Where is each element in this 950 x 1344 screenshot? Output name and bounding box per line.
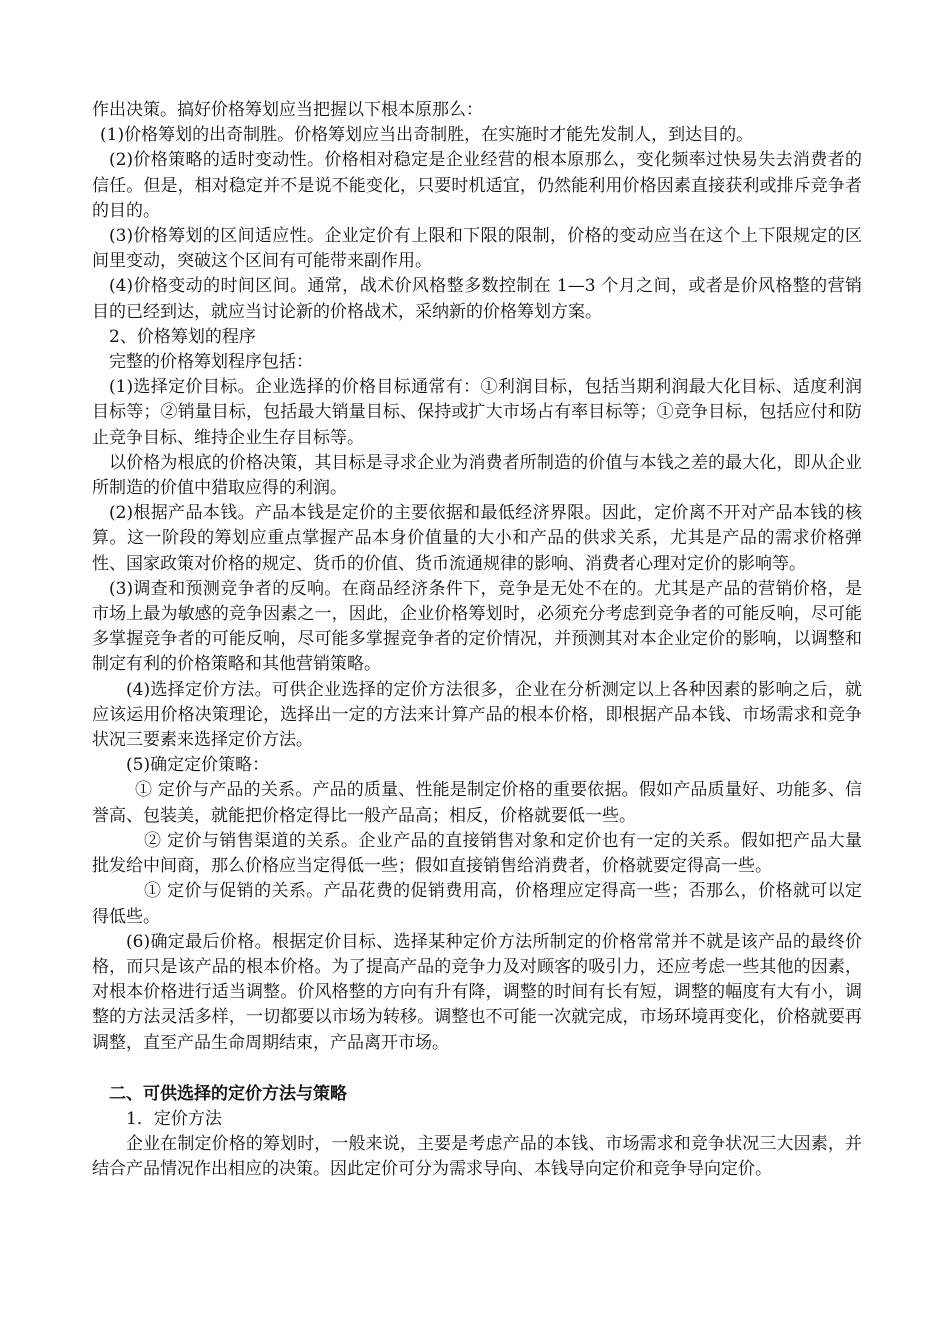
paragraph: (3)调查和预测竞争者的反响。在商品经济条件下，竞争是无处不在的。尤其是产品的营销价格，是市场上最为敏感的竞争因素之一，因此，企业价格筹划时，必须充分考虑到竞争者的可能反响，尽可能多掌握竞争者的可能反响，尽可能多掌握竞争者的定价情况，并预测其对本企业定价的影响，以调整和制定有利的价格策略和其他营销策略。 [92,578,862,675]
paragraph: (3)价格筹划的区间适应性。企业定价有上限和下限的限制，价格的变动应当在这个上下限规定的区间里变动，突破这个区间有可能带来副作用。 [92,226,862,272]
document-page [92,98,862,1183]
paragraph: ① 定价与产品的关系。产品的质量、性能是制定价格的重要依据。假如产品质量好、功能多、信誉高、包装美，就能把价格定得比一般产品高；相反，价格就要低一些。 [92,780,862,826]
section-heading: 二、可供选择的定价方法与策略 [109,1083,347,1104]
paragraph: (6)确定最后价格。根据定价目标、选择某种定价方法所制定的价格常常并不就是该产品的最终价格，而只是该产品的根本价格。为了提高产品的竞争力及对顾客的吸引力，还应考虑一些其他的因素，对根本价格进行适当调整。价风格整的方向有升有降，调整的时间有长有短，调整的幅度有大有小，调整的方法灵活多样，一切都要以市场为转移。调整也不可能一次就完成，市场环境再变化，价格就要再调整，直至产品生命周期结束，产品离开市场。 [92,931,862,1053]
paragraph: 以价格为根底的价格决策，其目标是寻求企业为消费者所制造的价值与本钱之差的最大化，即从企业所制造的价值中猎取应得的利润。 [92,452,862,499]
paragraph: (2)价格策略的适时变动性。价格相对稳定是企业经营的根本原那么，变化频率过快易失去消费者的信任。但是，相对稳定并不是说不能变化，只要时机适宜，仍然能利用价格因素直接获利或排斥竞争者的目的。 [92,150,862,221]
section-subheading: 2、价格筹划的程序 [109,326,256,347]
paragraph: (2)根据产品本钱。产品本钱是定价的主要依据和最低经济界限。因此，定价离不开对产品本钱的核算。这一阶段的筹划应重点掌握产品本身价值量的大小和产品的供求关系，尤其是产品的需求价格弹性、国家政策对价格的规定、货币的价值、货币流通规律的影响、消费者心理对定价的影响等。 [92,503,862,574]
paragraph: (1)价格筹划的出奇制胜。价格筹划应当出奇制胜，在实施时才能先发制人，到达目的。 [100,125,754,146]
paragraph: 完整的价格筹划程序包括： [109,352,313,373]
section-subheading: 1．定价方法 [126,1108,222,1129]
paragraph: 企业在制定价格的筹划时，一般来说，主要是考虑产品的本钱、市场需求和竞争状况三大因素，并结合产品情况作出相应的决策。因此定价可分为需求导向、本钱导向定价和竞争导向定价。 [92,1134,862,1180]
paragraph: (1)选择定价目标。企业选择的价格目标通常有：①利润目标，包括当期利润最大化目标、适度利润目标等；②销量目标，包括最大销量目标、保持或扩大市场占有率目标等；①竞争目标，包括应付和防止竞争目标、维持企业生存目标等。 [92,377,862,448]
paragraph: ② 定价与销售渠道的关系。企业产品的直接销售对象和定价也有一定的关系。假如把产品大量批发给中间商，那么价格应当定得低一些；假如直接销售给消费者，价格就要定得高一些。 [92,830,862,877]
paragraph: (4)价格变动的时间区间。通常，战术价风格整多数控制在 1—3 个月之间，或者是价风格整的营销目的已经到达，就应当讨论新的价格战术，采纳新的价格筹划方案。 [92,276,862,322]
paragraph: (5)确定定价策略： [126,755,270,776]
paragraph: ① 定价与促销的关系。产品花费的促销费用高，价格理应定得高一些；否那么，价格就可以定得低些。 [92,881,862,927]
paragraph: 作出决策。搞好价格筹划应当把握以下根本原那么： [92,100,483,120]
paragraph-gap [92,1056,862,1082]
paragraph: (4)选择定价方法。可供企业选择的定价方法很多，企业在分析测定以上各种因素的影响之后，就应该运用价格决策理论，选择出一定的方法来计算产品的根本价格，即根据产品本钱、市场需求和竞争状况三要素来选择定价方法。 [92,679,862,751]
